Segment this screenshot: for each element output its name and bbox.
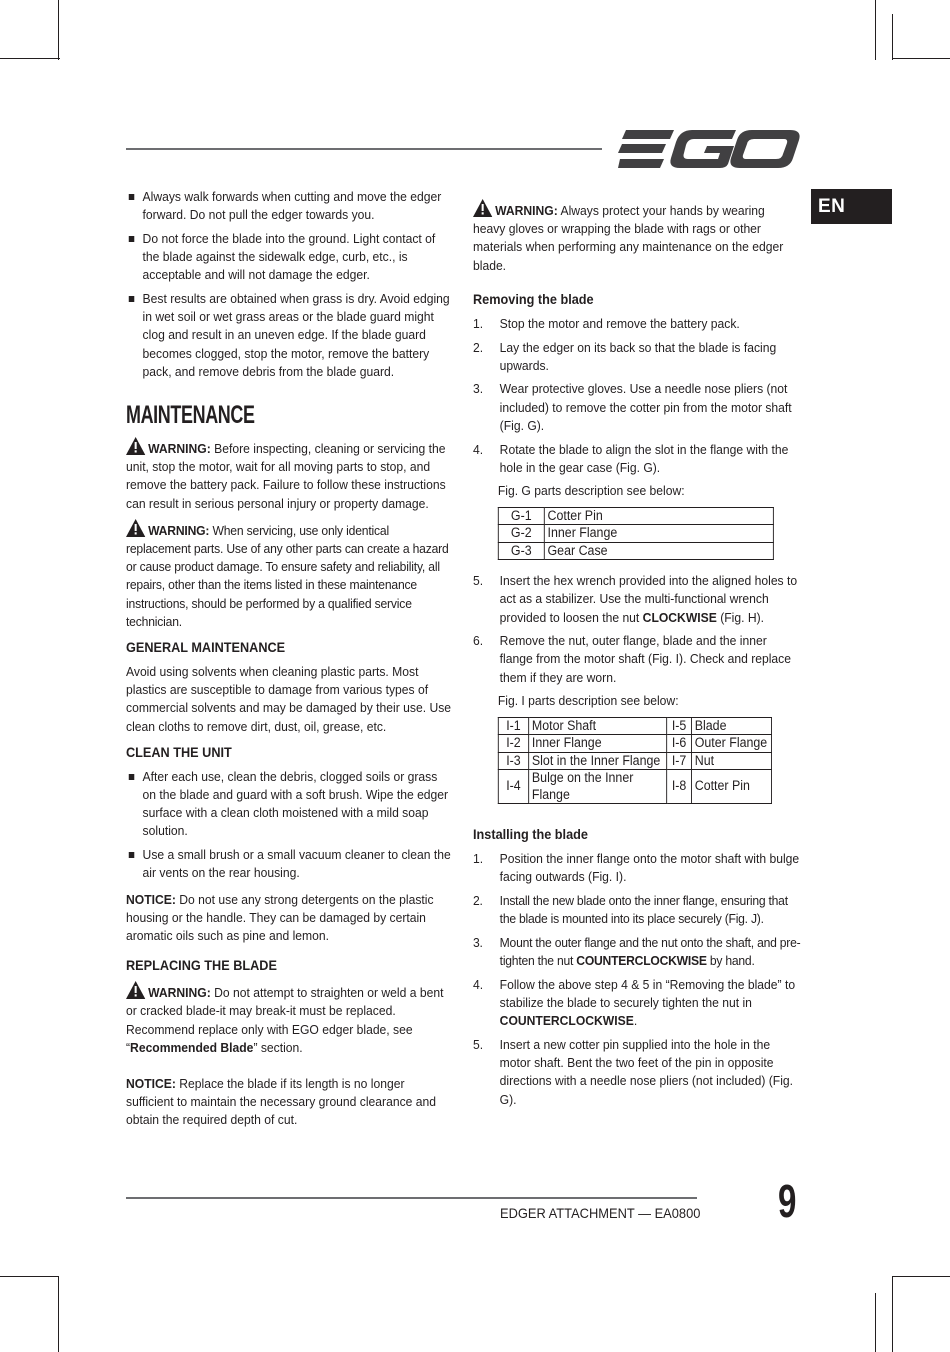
warning-label: WARNING: — [148, 985, 211, 1001]
crop-mark — [892, 1276, 950, 1277]
ego-logo — [618, 128, 800, 170]
footer-rule — [126, 1197, 697, 1199]
warning-triangle-icon — [126, 437, 145, 455]
header-rule — [126, 148, 602, 150]
list-item: Do not force the blade into the ground. Light contact of the blade against the sidewalk edge, curb, etc., is acceptable and will not damage the edger. — [126, 230, 453, 285]
warning-label: WARNING: — [148, 522, 210, 538]
table-row: I-3 Slot in the Inner Flange I-7 Nut — [498, 752, 771, 770]
maintenance-heading: MAINTENANCE — [126, 401, 255, 430]
list-item: 5. Insert the hex wrench provided into the aligned holes to act as a stabilizer. Use the multi-functional wrench provided to loosen the nut CLOCKWISE (Fig. H). — [473, 573, 798, 625]
replacing-blade-heading: REPLACING THE BLADE — [126, 958, 277, 974]
footer-title: EDGER ATTACHMENT — EA0800 — [500, 1205, 701, 1221]
list-item: 1. Stop the motor and remove the battery pack. — [473, 315, 740, 331]
warning-paragraph — [126, 981, 453, 1057]
list-item: Best results are obtained when grass is dry. Avoid edging in wet soil or wet grass areas or the blade guard might clog and result in an uneven edge. If the blade guard becomes clogged, stop the motor, remove the battery pack, and remove debris from the blade guard. — [126, 290, 453, 381]
list-item: 5. Insert a new cotter pin supplied into the hole in the motor shaft. Bent the two feet of the pin in opposite directions with a needle nose pliers (not included) (Fig. G). — [473, 1036, 794, 1107]
table-row: I-2 Inner Flange I-6 Outer Flange — [498, 735, 771, 753]
fig-i-caption: Fig. I parts description see below: — [497, 693, 679, 709]
notice-text: Do not use any strong detergents on the plastic housing or the handle. They can be damaged by certain aromatic oils such as pine and lemon. — [126, 891, 434, 943]
fig-g-caption: Fig. G parts description see below: — [497, 483, 685, 499]
table-row: I-1 Motor Shaft I-5 Blade — [498, 717, 771, 735]
clean-bullet-list — [126, 768, 453, 883]
list-item: 4. Follow the above step 4 & 5 in “Removing the blade” to stabilize the blade to securely tighten the nut in COUNTERCLOCKWISE. — [473, 976, 796, 1029]
general-maintenance-text: Avoid using solvents when cleaning plastic parts. Most plastics are susceptible to damage from various types of commercial solvents and may be damaged by their use. Use clean cloths to remove dirt, dust, oil, grease, etc. — [126, 664, 452, 734]
crop-mark — [892, 14, 893, 60]
logo-text: EGO — [618, 128, 621, 129]
warning-label: WARNING: — [495, 203, 558, 218]
crop-mark — [892, 58, 950, 59]
list-item: 4. Rotate the blade to align the slot in the flange with the hole in the gear case (Fig. G). — [473, 441, 789, 475]
table-row: I-4 Bulge on the Inner Flange I-8 Cotter Pin — [498, 770, 771, 804]
warning-paragraph — [473, 199, 801, 275]
list-item: Always walk forwards when cutting and move the edger forward. Do not pull the edger towards you. — [126, 188, 453, 224]
crop-mark — [0, 1276, 58, 1277]
warning-text: Always protect your hands by wearing heavy gloves or wrapping the blade with rags or other materials when performing any maintenance on the edger blade. — [473, 203, 784, 273]
crop-mark — [875, 0, 876, 60]
right-column — [473, 199, 801, 1114]
warning-paragraph — [126, 519, 453, 631]
removing-steps — [473, 315, 801, 477]
crop-mark — [875, 1293, 876, 1352]
warning-triangle-icon — [126, 981, 145, 999]
crop-mark — [58, 1276, 59, 1352]
crop-mark — [0, 58, 60, 59]
warning-paragraph — [126, 437, 453, 513]
list-item: 3. Wear protective gloves. Use a needle nose pliers (not included) to remove the cotter pin from the motor shaft (Fig. G). — [473, 381, 792, 433]
list-item: 6. Remove the nut, outer flange, blade and the inner flange from the motor shaft (Fig. I). Check and replace them if they are worn. — [473, 633, 792, 685]
list-item: After each use, clean the debris, clogged soils or grass on the blade and guard with a soft brush. Wipe the edger surface with a clean cloth moistened with a mild soap solution. — [126, 768, 453, 841]
table-row: G-2 Inner Flange — [498, 525, 773, 543]
page-number: 9 — [778, 1175, 797, 1227]
language-tab: EN — [811, 189, 892, 224]
fig-g-parts-table — [498, 507, 774, 561]
notice-text: Replace the blade if its length is no longer sufficient to maintain the necessary ground clearance and obtain the required depth of cut. — [126, 1076, 437, 1128]
notice-label: NOTICE: — [126, 891, 176, 907]
notice-paragraph — [126, 1075, 453, 1130]
warning-text: Before inspecting, cleaning or servicing the unit, stop the motor, wait for all moving parts to stop, and remove the battery pack. Failure to follow these instructions can result in serious personal injury or property damage. — [126, 441, 446, 511]
warning-triangle-icon — [473, 199, 492, 217]
table-row: G-1 Cotter Pin — [498, 507, 773, 525]
recommended-blade-ref: Recommended Blade — [130, 1039, 254, 1055]
table-row: G-3 Gear Case — [498, 542, 773, 560]
warning-text: When servicing, use only identical replacement parts. Use of any other parts can create a hazard or cause product damage. To ensure safety and reliability, all repairs, other than the items listed in these maintenance instructions, should be performed by a qualified service technician. — [126, 522, 449, 629]
warning-triangle-icon — [126, 519, 145, 537]
list-item: 1. Position the inner flange onto the motor shaft with bulge facing outwards (Fig. I). — [473, 851, 800, 885]
intro-bullet-list — [126, 188, 453, 381]
clean-unit-heading: CLEAN THE UNIT — [126, 744, 232, 760]
notice-label: NOTICE: — [126, 1076, 176, 1092]
general-maintenance-heading: GENERAL MAINTENANCE — [126, 640, 286, 656]
warning-label: WARNING: — [148, 441, 211, 457]
list-item: 2. Lay the edger on its back so that the blade is facing upwards. — [473, 339, 777, 373]
warning-text: Do not attempt to straighten or weld a bent or cracked blade-it may break-it must be replaced. Recommend replace only with EGO edger blade, see “ — [126, 985, 444, 1055]
warning-text-end: ” section. — [253, 1039, 303, 1055]
installing-steps — [473, 850, 801, 1109]
list-item: 3. Mount the outer flange and the nut onto the shaft, and pre-tighten the nut COUNTERCLOCKWISE by hand. — [473, 934, 801, 969]
fig-i-parts-table — [498, 717, 772, 805]
removing-steps-continued — [473, 572, 801, 687]
crop-mark — [58, 0, 59, 60]
crop-mark — [892, 1276, 893, 1352]
left-column — [126, 188, 453, 1136]
notice-paragraph — [126, 891, 453, 946]
list-item: 2. Install the new blade onto the inner flange, ensuring that the blade is mounted into its place securely (Fig. J). — [473, 892, 788, 927]
list-item: Use a small brush or a small vacuum cleaner to clean the air vents on the rear housing. — [126, 846, 453, 882]
installing-blade-heading: Installing the blade — [473, 827, 588, 843]
removing-blade-heading: Removing the blade — [473, 291, 594, 307]
